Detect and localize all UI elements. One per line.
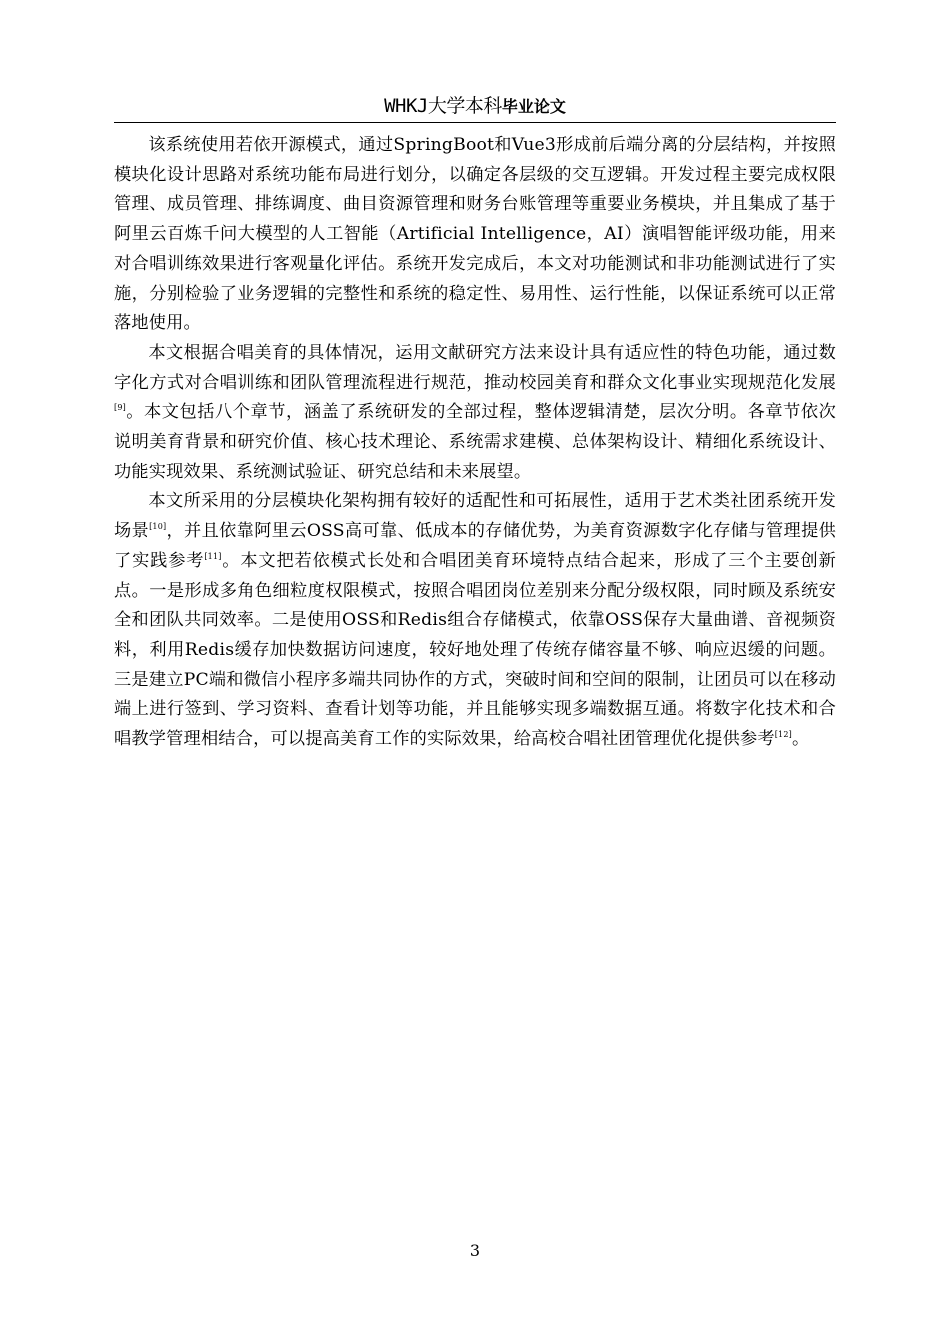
citation-marker: [10] bbox=[149, 522, 167, 532]
paragraph-text: 。本文包括八个章节，涵盖了系统研发的全部过程，整体逻辑清楚，层次分明。各章节依次说明美育背景和研究价值、核心技术理论、系统需求建模、总体架构设计、精细化系统设计、功能实现效果、系统测试验证、研究总结和未来展望。 bbox=[114, 402, 836, 482]
body-text bbox=[114, 131, 836, 755]
paragraph-text: 本文根据合唱美育的具体情况，运用文献研究方法来设计具有适应性的特色功能，通过数字化方式对合唱训练和团队管理流程进行规范，推动校园美育和群众文化事业实现规范化发展 bbox=[114, 342, 836, 393]
citation-marker: [9] bbox=[114, 403, 126, 413]
header-divider bbox=[114, 122, 836, 123]
page-header bbox=[0, 92, 950, 121]
header-thesis-label: 毕业论文 bbox=[501, 97, 566, 116]
paragraph-text: 。本文把若依模式长处和合唱团美育环境特点结合起来，形成了三个主要创新点。一是形成多角色细粒度权限模式，按照合唱团岗位差别来分配分级权限，同时顾及系统安全和团队共同效率。二是使用OSS和Redis组合存储模式，依靠OSS保存大量曲谱、音视频资料，利用Redis缓存加快数据访问速度，较好地处理了传统存储容量不够、响应迟缓的问题。三是建立PC端和微信小程序多端共同协作的方式，突破时间和空间的限制，让团员可以在移动端上进行签到、学习资料、查看计划等功能，并且能够实现多端数据互通。将数字化技术和合唱教学管理相结合，可以提高美育工作的实际效果，给高校合唱社团管理优化提供参考 bbox=[114, 550, 836, 750]
paragraph-2 bbox=[114, 339, 836, 488]
page-number: 3 bbox=[469, 1241, 481, 1260]
paragraph-1 bbox=[114, 131, 836, 339]
paragraph-text: 该系统使用若依开源模式，通过SpringBoot和Vue3形成前后端分离的分层结构，并按照模块化设计思路对系统功能布局进行划分，以确定各层级的交互逻辑。开发过程主要完成权限管理、成员管理、排练调度、曲目资源管理和财务台账管理等重要业务模块，并且集成了基于阿里云百炼千问大模型的人工智能（Artificial Intelligence，AI）演唱智能评级功能，用来对合唱训练效果进行客观量化评估。系统开发完成后，本文对功能测试和非功能测试进行了实施，分别检验了业务逻辑的完整性和系统的稳定性、易用性、运行性能，以保证系统可以正常落地使用。 bbox=[114, 135, 836, 334]
paragraph-3 bbox=[114, 487, 836, 754]
paragraph-text: ，并且依靠阿里云OSS高可靠、低成本的存储优势，为美育资源数字化存储与管理提供了实践参考 bbox=[114, 521, 836, 571]
citation-marker: [11] bbox=[204, 551, 222, 561]
header-school-name: WHKJ大学本科 bbox=[384, 95, 502, 117]
paragraph-text: 本文所采用的分层模块化架构拥有较好的适配性和可拓展性，适用于艺术类社团系统开发场景 bbox=[114, 491, 836, 542]
citation-marker: [12] bbox=[774, 730, 792, 740]
paragraph-text: 。 bbox=[791, 729, 810, 750]
